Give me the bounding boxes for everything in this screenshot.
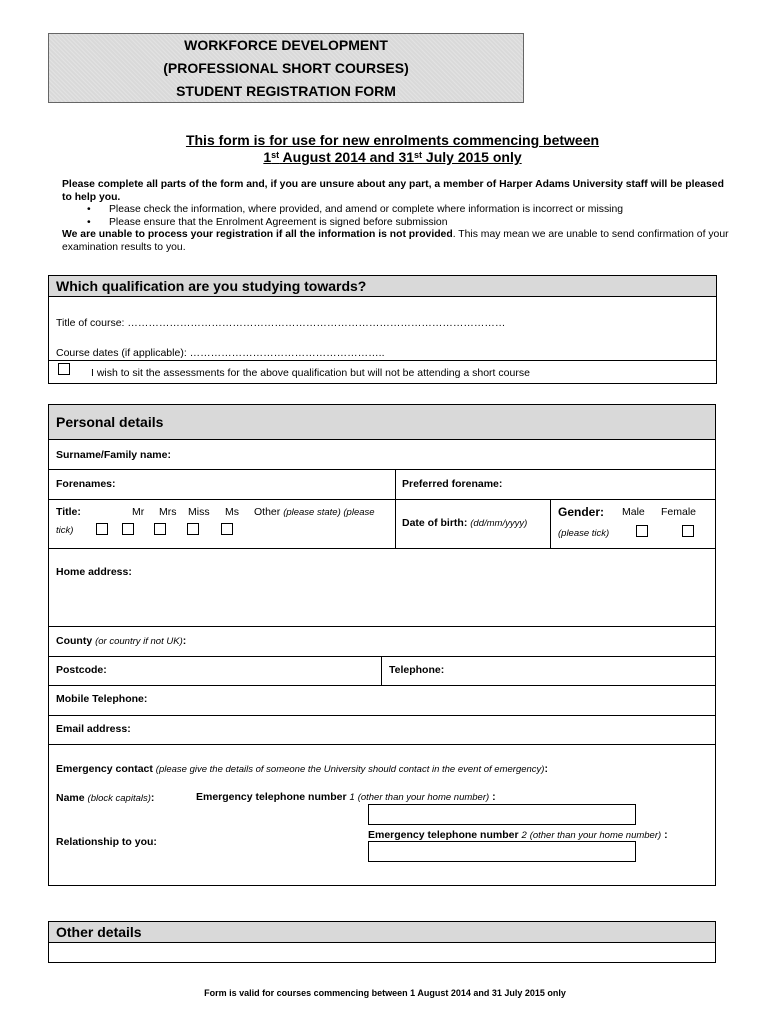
postcode-divider xyxy=(381,657,382,685)
qualification-section xyxy=(48,275,717,384)
header-line-1: WORKFORCE DEVELOPMENT xyxy=(184,37,388,53)
relationship-label: Relationship to you: xyxy=(56,836,157,848)
warning-bold-text: We are unable to process your registration if all the information is not provided xyxy=(62,229,453,241)
dob-gender-divider xyxy=(550,500,551,548)
gender-male-label: Male xyxy=(622,506,645,518)
title-other-text: Other xyxy=(254,506,281,518)
em-tel-1-colon: : xyxy=(489,791,496,803)
validity-title-line-1: This form is for use for new enrolments commencing between xyxy=(185,132,600,148)
validity-title-part-c: July 2015 only xyxy=(422,149,522,165)
qualification-heading: Which qualification are you studying towards? xyxy=(49,276,716,297)
other-details-heading: Other details xyxy=(49,922,715,943)
title-mrs-checkbox[interactable] xyxy=(122,523,134,535)
title-other-checkbox[interactable] xyxy=(221,523,233,535)
county-note: (or country if not UK) xyxy=(95,636,183,647)
title-other-note: (please state) (please xyxy=(283,507,375,518)
gender-label: Gender: xyxy=(558,505,605,519)
home-address-row[interactable] xyxy=(49,549,715,627)
title-dob-gender-row xyxy=(49,500,715,549)
mobile-row[interactable] xyxy=(49,686,715,716)
form-header xyxy=(48,33,524,103)
title-miss-label: Miss xyxy=(188,506,210,518)
assessment-only-checkbox[interactable] xyxy=(58,363,70,375)
validity-title xyxy=(0,132,770,166)
name-colon: : xyxy=(150,792,155,804)
forenames-row xyxy=(49,470,715,500)
em-tel-1-text: Emergency telephone number xyxy=(196,791,347,803)
course-title-field[interactable]: Title of course: ……………………………………………………………………………………………… xyxy=(56,317,506,329)
forenames-label: Forenames: xyxy=(56,478,116,490)
header-line-2: (PROFESSIONAL SHORT COURSES) xyxy=(163,60,409,76)
em-tel-2-num: 2 xyxy=(521,830,527,841)
emergency-name-label xyxy=(56,792,154,804)
em-tel-2-note: (other than your home number) xyxy=(529,830,662,841)
surname-label: Surname/Family name: xyxy=(56,449,171,461)
validity-title-part-b: August 2014 and 31 xyxy=(279,149,415,165)
name-note: (block capitals) xyxy=(87,793,151,804)
validity-title-line-2 xyxy=(0,149,770,166)
title-mr-checkbox[interactable] xyxy=(96,523,108,535)
mobile-label: Mobile Telephone: xyxy=(56,693,148,705)
emergency-colon: : xyxy=(544,763,548,775)
forenames-divider xyxy=(395,470,396,499)
name-label-text: Name xyxy=(56,792,85,804)
bullet-1-text: Please check the information, where provided, and amend or complete where information is incorrect or missing xyxy=(109,204,624,216)
bullet-2-text: Please ensure that the Enrolment Agreement is signed before submission xyxy=(109,216,448,228)
warning-rest-text: . This may mean we are unable to send confirmation of your examination results to you. xyxy=(62,229,729,253)
postcode-label: Postcode: xyxy=(56,664,107,676)
postcode-row xyxy=(49,657,715,686)
title-mr-label: Mr xyxy=(132,506,145,518)
em-tel-1-note: (other than your home number) xyxy=(357,792,490,803)
emergency-tel-1-label xyxy=(196,791,496,803)
instructions-bullet-2 xyxy=(62,217,732,230)
dob-field[interactable] xyxy=(402,517,527,529)
title-tick-note: tick) xyxy=(56,525,74,536)
gender-female-checkbox[interactable] xyxy=(682,525,694,537)
emergency-tel-1-input[interactable] xyxy=(368,804,636,825)
em-tel-2-colon: : xyxy=(661,829,668,841)
footer-note: Form is valid for courses commencing between 1 August 2014 and 31 July 2015 only xyxy=(204,988,566,998)
title-miss-checkbox[interactable] xyxy=(154,523,166,535)
validity-title-part-a: 1 xyxy=(263,149,272,165)
emergency-contact-label xyxy=(56,763,548,775)
emergency-tel-2-label xyxy=(368,829,668,841)
emergency-note: (please give the details of someone the University should contact in the event of emergency) xyxy=(155,764,545,775)
county-label xyxy=(56,635,186,647)
county-label-text: County xyxy=(56,635,93,647)
personal-heading: Personal details xyxy=(49,405,715,440)
course-dates-field[interactable]: Course dates (if applicable): ……………………………………………….. xyxy=(56,347,385,359)
gender-male-checkbox[interactable] xyxy=(636,525,648,537)
instructions-paragraph: Please complete all parts of the form and, if you are unsure about any part, a member of Harper Adams University staff will be pleased to help you. xyxy=(62,179,724,203)
title-ms-label: Ms xyxy=(225,506,239,518)
em-tel-2-text: Emergency telephone number xyxy=(368,829,519,841)
validity-title-sup-2: st xyxy=(414,150,423,160)
title-label: Title: xyxy=(56,506,81,518)
qualification-divider xyxy=(49,360,716,361)
dob-label: Date of birth: xyxy=(402,517,468,529)
dob-format: (dd/mm/yyyy) xyxy=(470,518,528,529)
emergency-tel-2-input[interactable] xyxy=(368,841,636,862)
title-dob-divider xyxy=(395,500,396,548)
other-details-section xyxy=(48,921,716,963)
home-address-label: Home address: xyxy=(56,566,132,578)
title-mrs-label: Mrs xyxy=(159,506,177,518)
gender-tick-note: (please tick) xyxy=(558,528,610,539)
instructions-bullet-1 xyxy=(62,204,732,217)
title-other-label xyxy=(254,506,375,518)
preferred-forename-label: Preferred forename: xyxy=(402,478,503,490)
telephone-label: Telephone: xyxy=(389,664,445,676)
surname-row[interactable] xyxy=(49,440,715,470)
county-colon: : xyxy=(182,635,187,647)
email-label: Email address: xyxy=(56,723,131,735)
email-row[interactable] xyxy=(49,716,715,745)
emergency-label-text: Emergency contact xyxy=(56,763,153,775)
instructions-warning xyxy=(62,229,732,254)
title-ms-checkbox[interactable] xyxy=(187,523,199,535)
em-tel-1-num: 1 xyxy=(349,792,355,803)
validity-title-sup-1: st xyxy=(271,150,280,160)
instructions xyxy=(62,179,732,255)
county-row[interactable] xyxy=(49,627,715,657)
gender-female-label: Female xyxy=(661,506,697,518)
personal-section xyxy=(48,404,716,886)
assessment-only-label: I wish to sit the assessments for the above qualification but will not be attending a short course xyxy=(91,367,530,379)
header-line-3: STUDENT REGISTRATION FORM xyxy=(176,83,396,99)
